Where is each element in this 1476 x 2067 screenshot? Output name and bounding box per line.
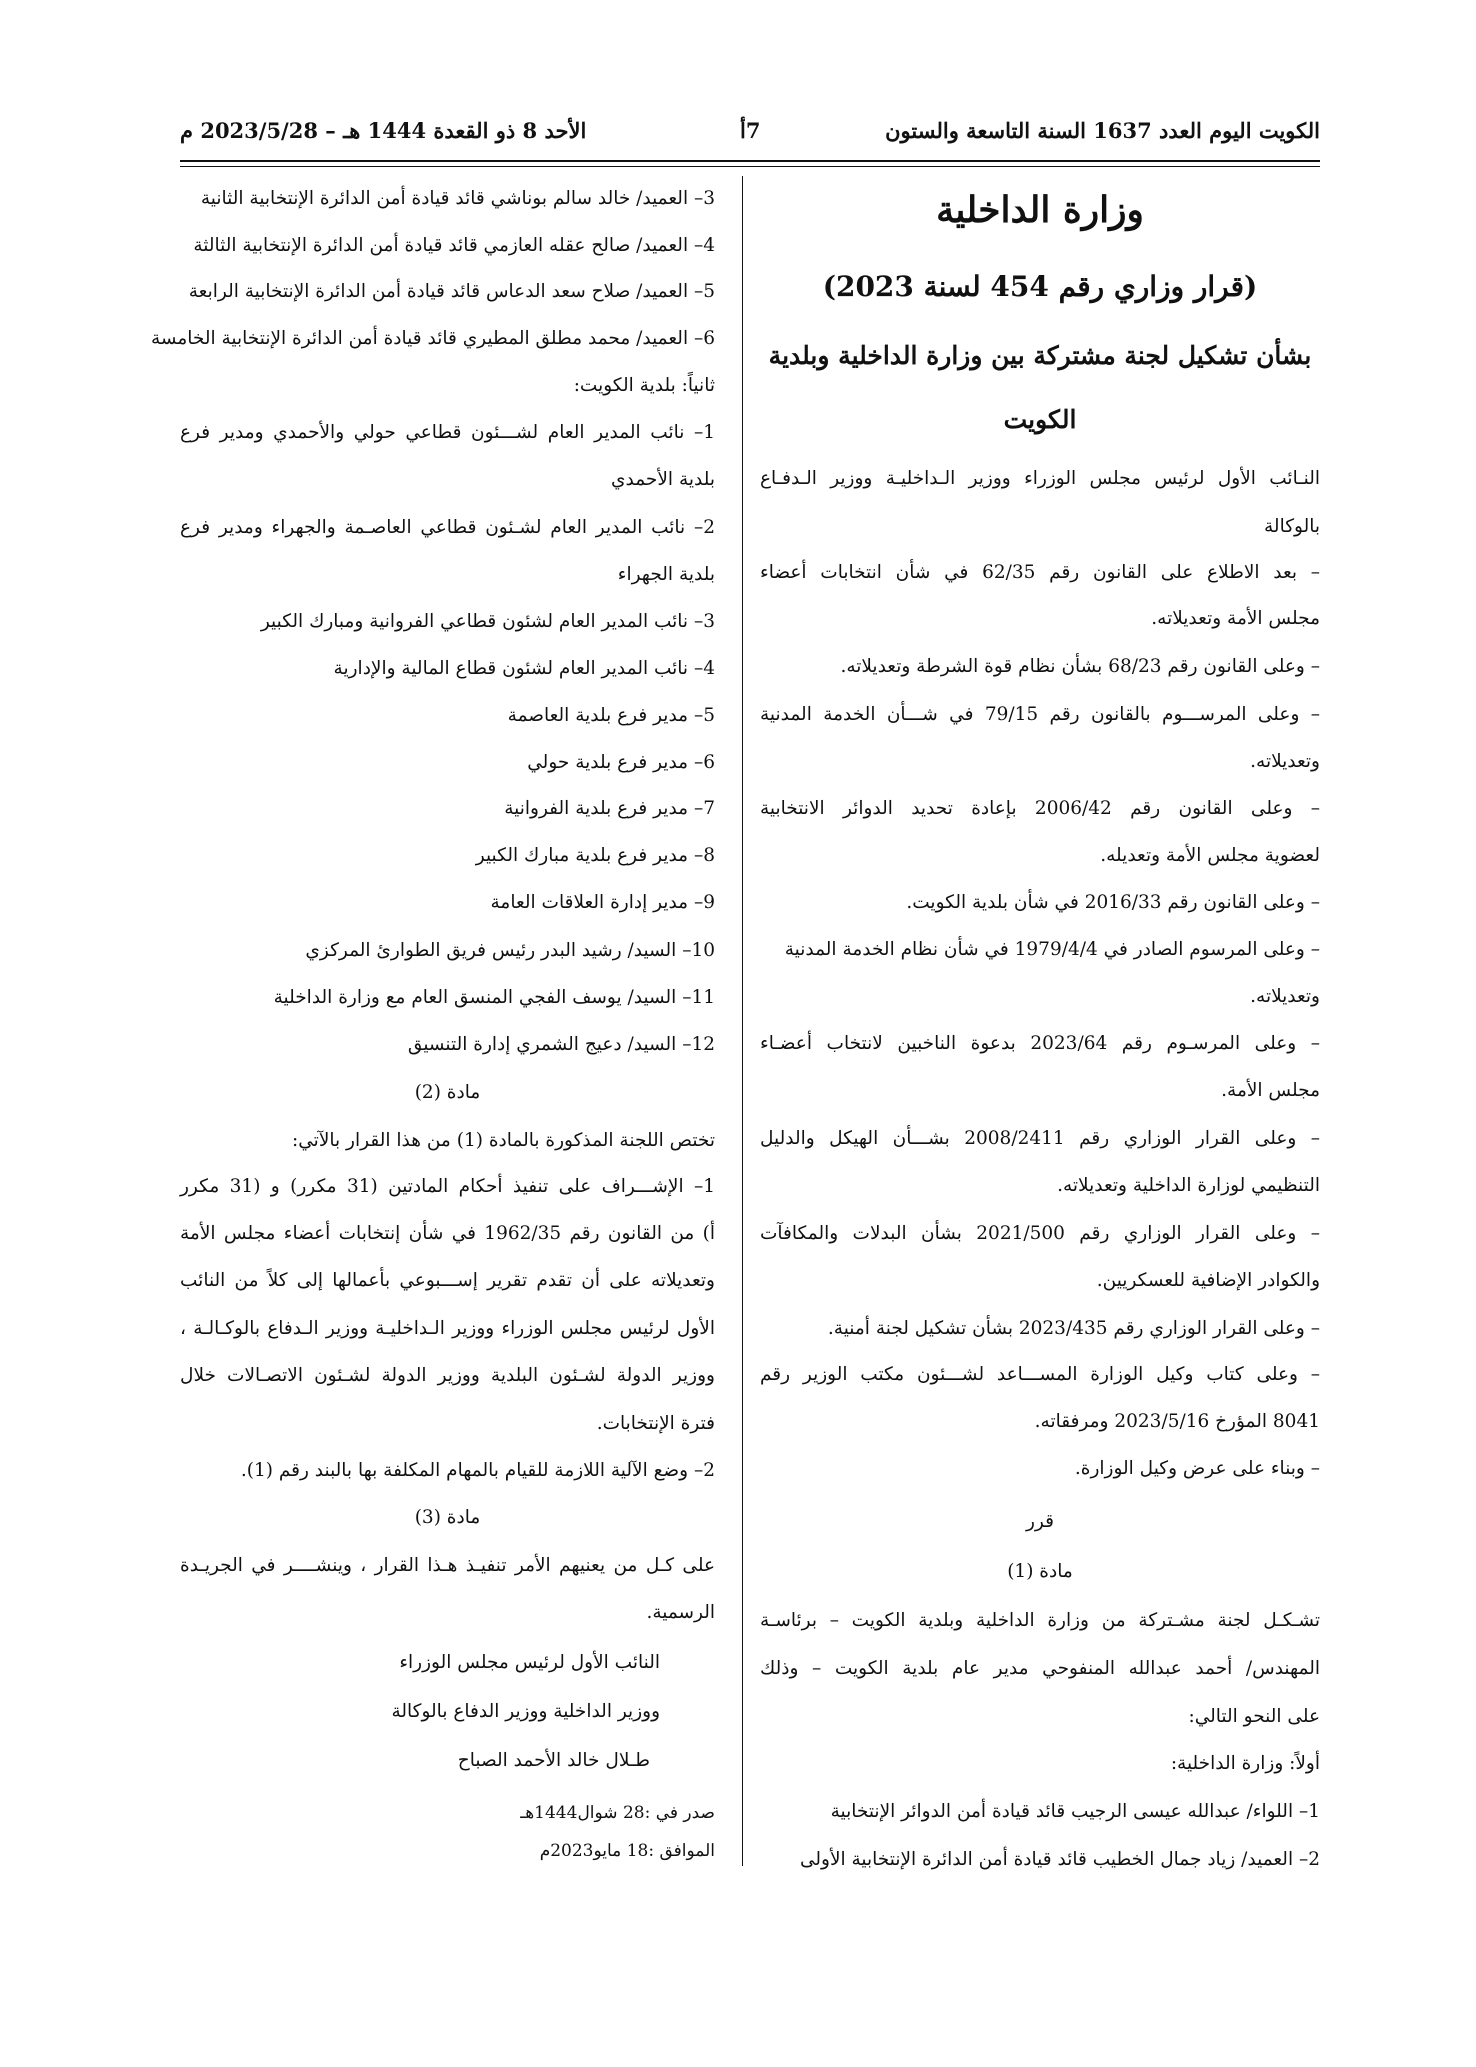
text-line: التنظيمي لوزارة الداخلية وتعديلاته.: [1057, 1175, 1320, 1196]
member-line: 11– السيد/ يوسف الفجي المنسق العام مع وزارة الداخلية: [273, 987, 715, 1008]
text-line: تشـكـل لجنة مشـتركة من وزارة الداخلية وبلدية الكويت – برئاسـة: [760, 1610, 1320, 1631]
text-line: بلدية الأحمدي: [611, 469, 715, 490]
article-3-heading: مادة (3): [414, 1507, 481, 1528]
signature-title-1: النائب الأول لرئيس مجلس الوزراء: [399, 1652, 660, 1673]
member-line: 5– العميد/ صلاح سعد الدعاس قائد قيادة أمن الدائرة الإنتخابية الرابعة: [188, 281, 715, 302]
text-line: – وعلى المرسوم الصادر في 1979/4/4 في شأن نظام الخدمة المدنية: [784, 939, 1320, 960]
text-line: الرسمية.: [646, 1602, 715, 1623]
text-line: وتعديلاته.: [1250, 986, 1320, 1007]
text-line: – وعلى القانون رقم 2016/33 في شأن بلدية الكويت.: [906, 892, 1320, 913]
text-line: 2– وضع الآلية اللازمة للقيام بالمهام المكلفة بها بالبند رقم (1).: [240, 1460, 715, 1481]
text-line: بلدية الجهراء: [617, 564, 715, 585]
header-rule: [180, 160, 1320, 162]
text-line: – بعد الاطلاع على القانون رقم 62/35 في شأن انتخابات أعضاء: [760, 562, 1321, 583]
member-line: 2– العميد/ زياد جمال الخطيب قائد قيادة أمن الدائرة الإنتخابية الأولى: [799, 1849, 1320, 1870]
signature-title-2: ووزير الداخلية ووزير الدفاع بالوكالة: [391, 1701, 660, 1722]
text-line: أ) من القانون رقم 1962/35 في شأن إنتخابات أعضاء مجلس الأمة: [180, 1223, 716, 1244]
text-line: – وعلى القانون رقم 2006/42 بإعادة تحديد الدوائر الانتخابية: [760, 798, 1320, 819]
text-line: 4– نائب المدير العام لشئون قطاع المالية والإدارية: [333, 658, 715, 679]
page-number: 7أ: [740, 118, 761, 143]
text-line: 9– مدير إدارة العلاقات العامة: [490, 892, 715, 913]
text-line: – وعلى القانون رقم 68/23 بشأن نظام قوة الشرطة وتعديلاته.: [840, 656, 1320, 677]
text-line: تختص اللجنة المذكورة بالمادة (1) من هذا القرار بالآتي:: [292, 1130, 715, 1151]
signatory-name: طـلال خالد الأحمد الصباح: [457, 1750, 650, 1771]
issue-date: الأحد 8 ذو القعدة 1444 هـ – 2023/5/28 م: [180, 118, 587, 143]
page-header: [180, 118, 1320, 158]
article-1-heading: مادة (1): [1007, 1561, 1073, 1582]
text-line: على النحو التالي:: [1188, 1706, 1320, 1727]
text-line: – وبناء على عرض وكيل الوزارة.: [1074, 1458, 1320, 1479]
text-line: وتعديلاته.: [1250, 751, 1320, 772]
text-line: ثانياً: بلدية الكويت:: [573, 375, 715, 396]
corresponding-date: الموافق :18 مايو2023م: [539, 1841, 715, 1861]
text-line: 1– الإشـــراف على تنفيذ أحكام المادتين (31 مكرر) و (31 مكرر: [180, 1176, 715, 1197]
text-line: وتعديلاته على أن تقدم تقرير إســـبوعي بأعمالها إلى كلاً من النائب: [180, 1270, 715, 1291]
decision-number: (قرار وزاري رقم 454 لسنة 2023): [822, 270, 1258, 303]
text-line: مجلس الأمة وتعديلاته.: [1151, 608, 1320, 629]
column-divider: [742, 176, 743, 1866]
text-line: المهندس/ أحمد عبدالله المنفوحي مدير عام بلدية الكويت – وذلك: [760, 1658, 1320, 1679]
member-line: 4– العميد/ صالح عقله العازمي قائد قيادة أمن الدائرة الإنتخابية الثالثة: [193, 235, 715, 256]
text-line: – وعلى المرســـوم بالقانون رقم 79/15 في شـــأن الخدمة المدنية: [760, 704, 1320, 725]
member-line: 10– السيد/ رشيد البدر رئيس فريق الطوارئ المركزي: [305, 940, 715, 961]
text-line: 3– نائب المدير العام لشئون قطاعي الفروانية ومبارك الكبير: [260, 611, 715, 632]
text-line: لعضوية مجلس الأمة وتعديله.: [1100, 845, 1320, 866]
article-2-heading: مادة (2): [414, 1082, 481, 1103]
text-line: الأول لرئيس مجلس الوزراء ووزير الـداخليـة ووزير الـدفاع بالوكـالـة ،: [180, 1318, 715, 1339]
member-line: 6– العميد/ محمد مطلق المطيري قائد قيادة أمن الدائرة الإنتخابية الخامسة: [150, 328, 715, 349]
text-line: 2– نائب المدير العام لشـئون قطاعي العاصـمة والجهراء ومدير فرع: [180, 517, 715, 538]
header-rule-thin: [180, 166, 1320, 167]
text-line: مجلس الأمة.: [1221, 1080, 1320, 1101]
text-line: فترة الإنتخابات.: [596, 1413, 715, 1434]
text-line: 8041 المؤرخ 2023/5/16 ومرفقاته.: [1034, 1411, 1320, 1432]
issued-date: صدر في :28 شوال1444هـ: [520, 1803, 715, 1823]
text-line: – وعلى القرار الوزاري رقم 2021/500 بشأن البدلات والمكافآت: [760, 1223, 1321, 1244]
text-line: 5– مدير فرع بلدية العاصمة: [507, 705, 715, 726]
text-line: – وعلى القرار الوزاري رقم 2023/435 بشأن تشكيل لجنة أمنية.: [827, 1318, 1320, 1339]
member-line: 3– العميد/ خالد سالم بوناشي قائد قيادة أمن الدائرة الإنتخابية الثانية: [200, 188, 715, 209]
text-line: 1– نائب المدير العام لشـــئون قطاعي حولي والأحمدي ومدير فرع: [180, 422, 715, 443]
decided-heading: قرر: [1026, 1511, 1054, 1532]
text-line: والكوادر الإضافية للعسكريين.: [1096, 1270, 1320, 1291]
text-line: النـائب الأول لرئيس مجلس الوزراء ووزير الـداخليـة ووزير الـدفـاع: [760, 468, 1320, 489]
text-line: – وعلى المرسـوم رقم 2023/64 بدعوة الناخبين لانتخاب أعضـاء: [760, 1033, 1320, 1054]
member-line: 1– اللواء/ عبدالله عيسى الرجيب قائد قيادة أمن الدوائر الإنتخابية: [830, 1801, 1320, 1822]
text-line: أولاً: وزارة الداخلية:: [1170, 1753, 1320, 1774]
text-line: 7– مدير فرع بلدية الفروانية: [504, 798, 715, 819]
text-line: – وعلى كتاب وكيل الوزارة المســـاعد لشـــئون مكتب الوزير رقم: [760, 1364, 1320, 1385]
ministry-title: وزارة الداخلية: [936, 189, 1144, 231]
text-line: ووزير الدولة لشـئون البلدية ووزير الدولة لشـئون الاتصـالات خلال: [180, 1365, 715, 1386]
text-line: 6– مدير فرع بلدية حولي: [527, 752, 715, 773]
text-line: – وعلى القرار الوزاري رقم 2008/2411 بشـــأن الهيكل والدليل: [760, 1128, 1320, 1149]
issue-info: الكويت اليوم العدد 1637 السنة التاسعة والستون: [885, 118, 1320, 143]
member-line: 12– السيد/ دعيج الشمري إدارة التنسيق: [407, 1034, 715, 1055]
text-line: على كـل من يعنيهم الأمر تنفيـذ هـذا القرار ، وينشــــر في الجريـدة: [180, 1555, 715, 1576]
decision-subject: بشأن تشكيل لجنة مشتركة بين وزارة الداخلية وبلدية: [768, 341, 1312, 370]
text-line: 8– مدير فرع بلدية مبارك الكبير: [475, 845, 715, 866]
text-line: بالوكالة: [1264, 516, 1320, 537]
decision-subject-2: الكويت: [1003, 405, 1077, 434]
